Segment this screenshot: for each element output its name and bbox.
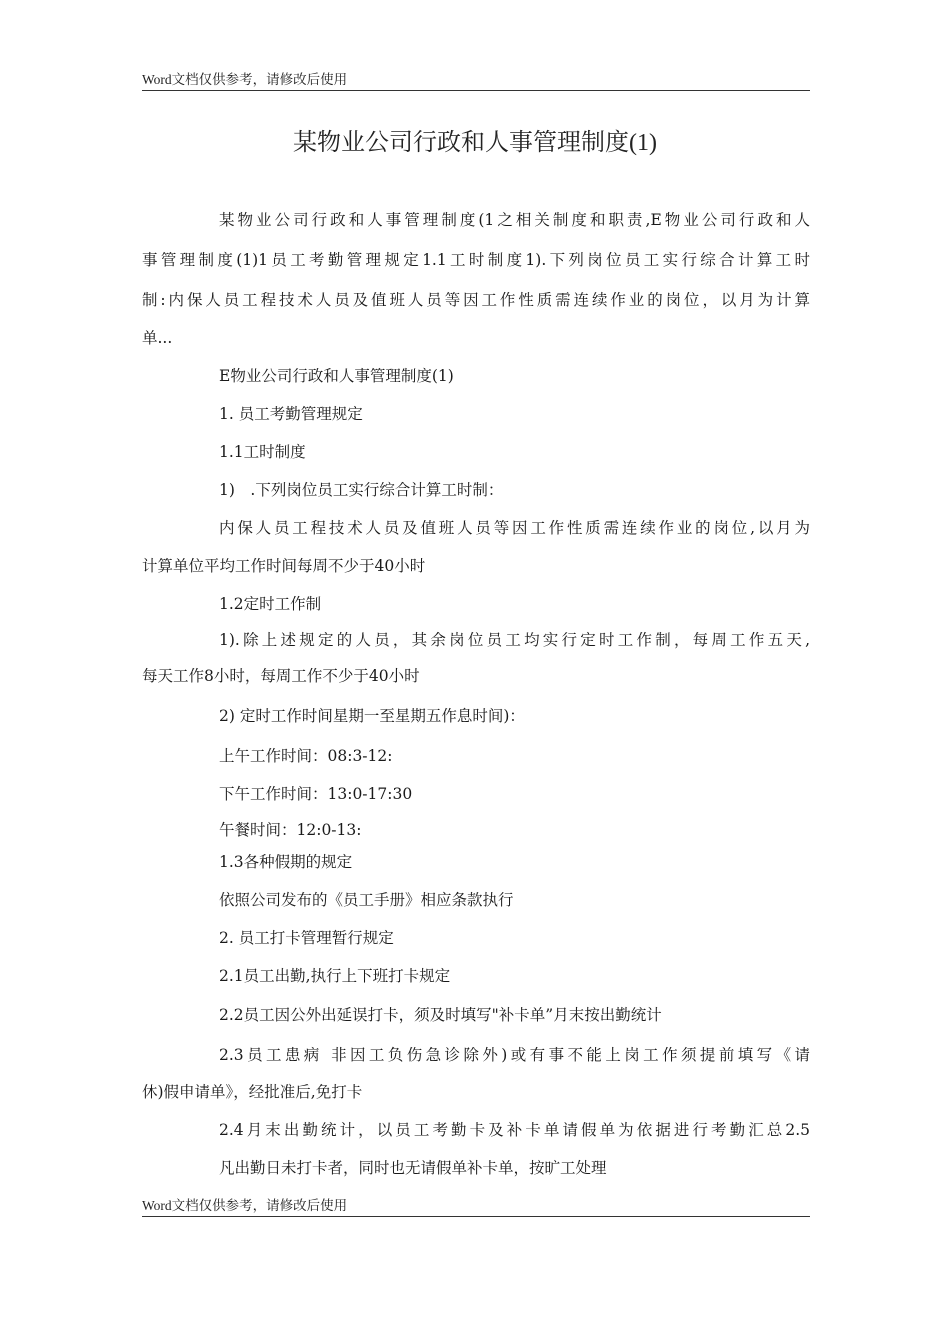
paragraph-line: 休)假申请单》，经批准后,免打卡 — [142, 1083, 363, 1101]
section-heading: 1.1工时制度 — [219, 443, 306, 461]
paragraph-line: 2.3员工患病 非因工负伤急诊除外)或有事不能上岗工作须提前填写《请 — [219, 1046, 810, 1064]
paragraph-line: 某物业公司行政和人事管理制度(1之相关制度和职责,E物业公司行政和人 — [219, 211, 810, 229]
paragraph-line: 2.1员工出勤,执行上下班打卡规定 — [219, 967, 451, 985]
schedule-line: 上午工作时间：08:3-12: — [219, 747, 393, 765]
paragraph-line: E物业公司行政和人事管理制度(1) — [219, 367, 454, 385]
paragraph-line: 凡出勤日未打卡者，同时也无请假单补卡单，按旷工处理 — [219, 1159, 607, 1177]
document-title: 某物业公司行政和人事管理制度(1) — [293, 130, 657, 156]
paragraph-line: 内保人员工程技术人员及值班人员等因工作性质需连续作业的岗位,以月为 — [219, 519, 810, 537]
paragraph-line: 计算单位平均工作时间每周不少于40小时 — [142, 557, 426, 575]
schedule-line: 午餐时间：12:0-13: — [219, 821, 362, 839]
paragraph-line: 2.2员工因公外出延误打卡，须及时填写"补卡单”月末按出勤统计 — [219, 1006, 662, 1024]
paragraph-line: 单... — [142, 329, 173, 347]
paragraph-line: 依照公司发布的《员工手册》相应条款执行 — [219, 891, 514, 909]
paragraph-line: 每天工作8小时，每周工作不少于40小时 — [142, 667, 420, 685]
paragraph-line: 1) .下列岗位员工实行综合计算工时制： — [219, 481, 504, 499]
paragraph-line: 1).除上述规定的人员，其余岗位员工均实行定时工作制，每周工作五天, — [219, 631, 810, 649]
section-heading: 2. 员工打卡管理暂行规定 — [219, 929, 394, 947]
page-footer: Word文档仅供参考，请修改后使用 — [142, 1198, 810, 1217]
paragraph-line: 事管理制度(1)1员工考勤管理规定1.1工时制度1).下列岗位员工实行综合计算工时 — [142, 251, 810, 269]
paragraph-line: 2.4月末出勤统计，以员工考勤卡及补卡单请假单为依据进行考勤汇总2.5 — [219, 1121, 810, 1139]
schedule-line: 下午工作时间：13:0-17:30 — [219, 785, 413, 803]
page-header: Word文档仅供参考，请修改后使用 — [142, 72, 810, 91]
section-heading: 1.2定时工作制 — [219, 595, 322, 613]
section-heading: 1.3各种假期的规定 — [219, 853, 353, 871]
section-heading: 1. 员工考勤管理规定 — [219, 405, 363, 423]
paragraph-line: 2) 定时工作时间星期一至星期五作息时间)： — [219, 707, 525, 725]
paragraph-line: 制:内保人员工程技术人员及值班人员等因工作性质需连续作业的岗位，以月为计算 — [142, 291, 810, 309]
